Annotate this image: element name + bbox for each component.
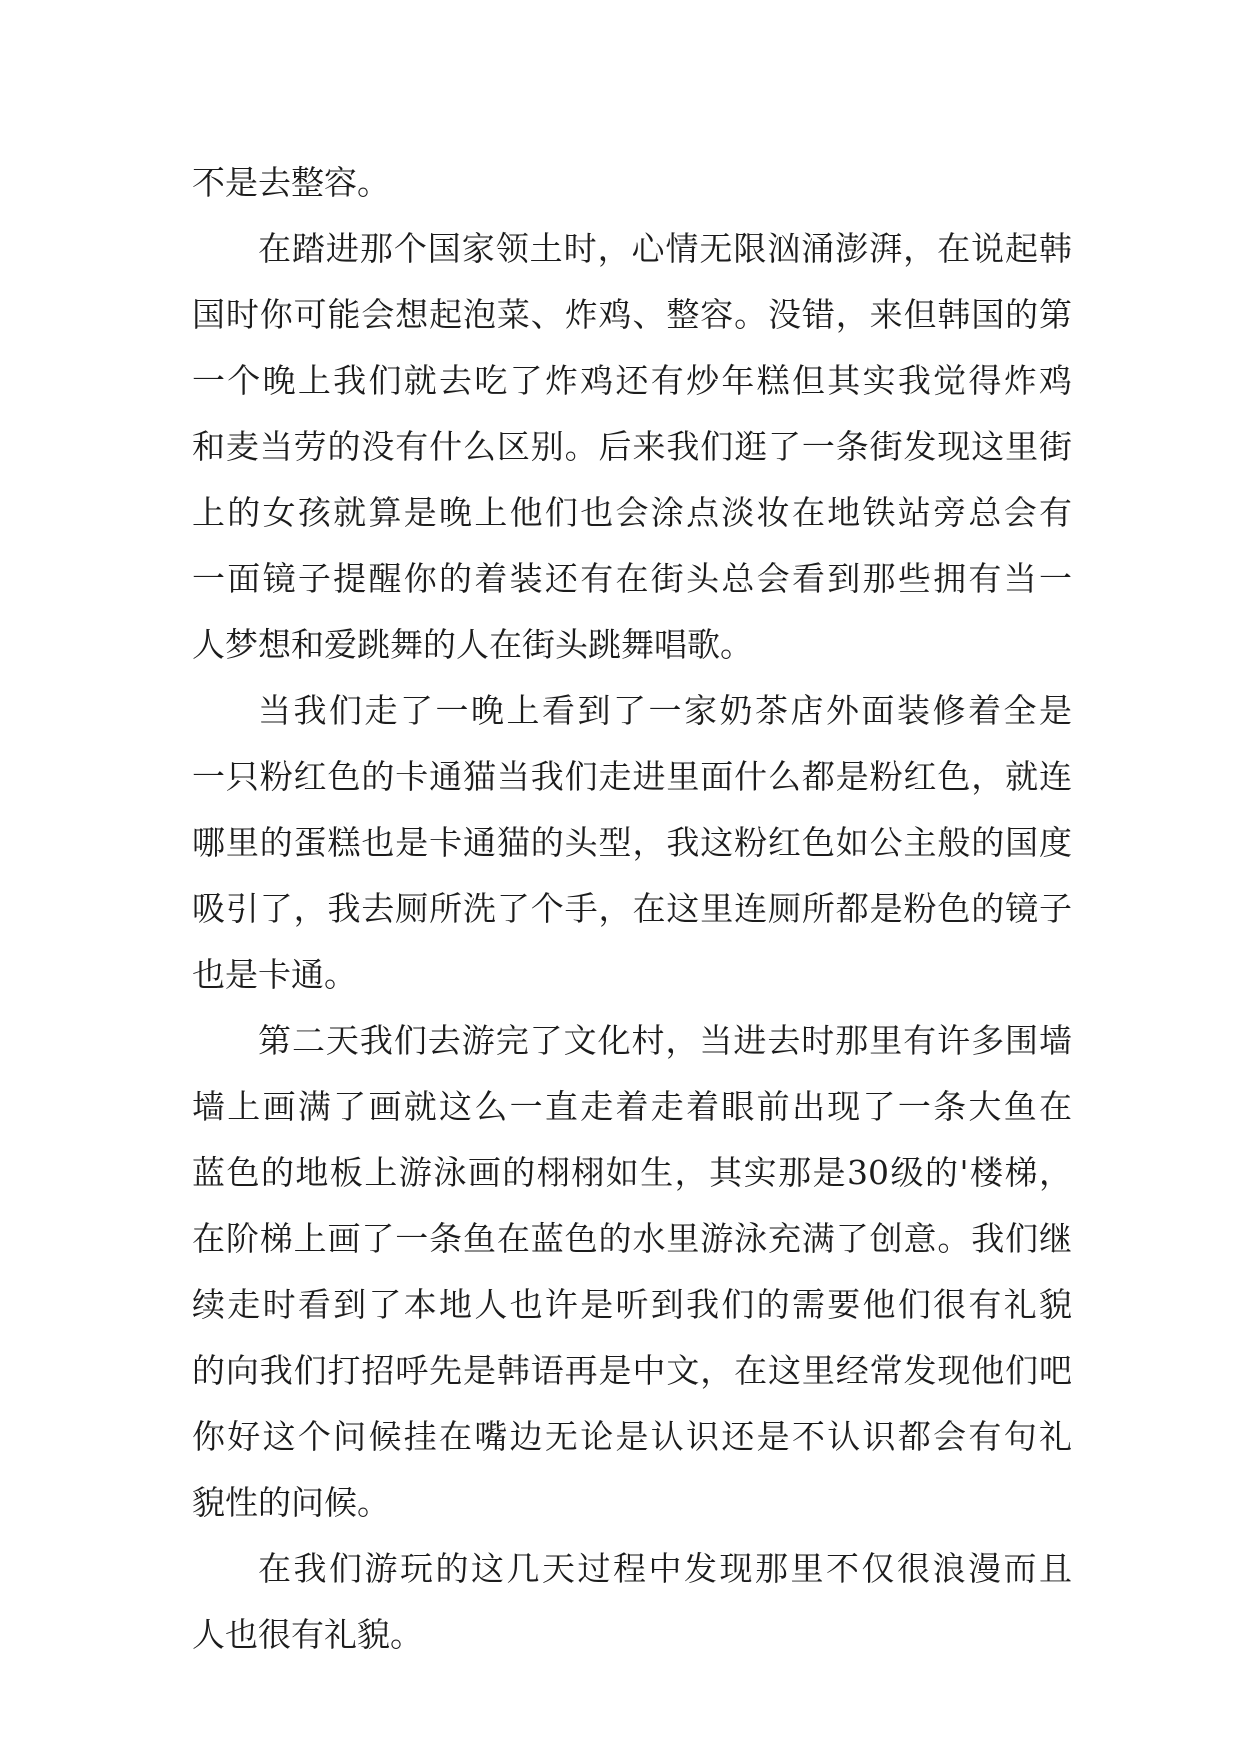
text-line: 一面镜子提醒你的着装还有在街头总会看到那些拥有当一 xyxy=(192,559,1072,598)
text-line: 蓝色的地板上游泳画的栩栩如生，其实那是30级的'楼梯， xyxy=(192,1153,1072,1192)
text-line: 上的女孩就算是晚上他们也会涂点淡妆在地铁站旁总会有 xyxy=(192,493,1072,532)
body-text xyxy=(192,150,1072,1668)
text-line: 在阶梯上画了一条鱼在蓝色的水里游泳充满了创意。我们继 xyxy=(192,1219,1072,1258)
text-line: 一个晚上我们就去吃了炸鸡还有炒年糕但其实我觉得炸鸡 xyxy=(192,361,1072,400)
text-line: 人也很有礼貌。 xyxy=(192,1615,423,1654)
text-line: 一只粉红色的卡通猫当我们走进里面什么都是粉红色，就连 xyxy=(192,757,1072,796)
paragraph-first-line: 在我们游玩的这几天过程中发现那里不仅很浪漫而且 xyxy=(258,1549,1072,1588)
paragraph-first-line: 在踏进那个国家领土时，心情无限汹涌澎湃，在说起韩 xyxy=(258,229,1072,268)
text-line: 墙上画满了画就这么一直走着走着眼前出现了一条大鱼在 xyxy=(192,1087,1072,1126)
text-line: 的向我们打招呼先是韩语再是中文，在这里经常发现他们吧 xyxy=(192,1351,1072,1390)
text-line: 不是去整容。 xyxy=(192,163,390,202)
paragraph-first-line: 第二天我们去游完了文化村，当进去时那里有许多围墙 xyxy=(258,1021,1072,1060)
text-line: 人梦想和爱跳舞的人在街头跳舞唱歌。 xyxy=(192,625,753,664)
text-line: 貌性的问候。 xyxy=(192,1483,390,1522)
paragraph-first-line: 当我们走了一晚上看到了一家奶茶店外面装修着全是 xyxy=(258,691,1072,730)
text-line: 吸引了，我去厕所洗了个手，在这里连厕所都是粉色的镜子 xyxy=(192,889,1072,928)
text-line: 续走时看到了本地人也许是听到我们的需要他们很有礼貌 xyxy=(192,1285,1072,1324)
text-line: 也是卡通。 xyxy=(192,955,357,994)
text-line: 国时你可能会想起泡菜、炸鸡、整容。没错，来但韩国的第 xyxy=(192,295,1072,334)
text-line: 哪里的蛋糕也是卡通猫的头型，我这粉红色如公主般的国度 xyxy=(192,823,1072,862)
text-line: 你好这个问候挂在嘴边无论是认识还是不认识都会有句礼 xyxy=(192,1417,1072,1456)
text-line: 和麦当劳的没有什么区别。后来我们逛了一条街发现这里街 xyxy=(192,427,1072,466)
